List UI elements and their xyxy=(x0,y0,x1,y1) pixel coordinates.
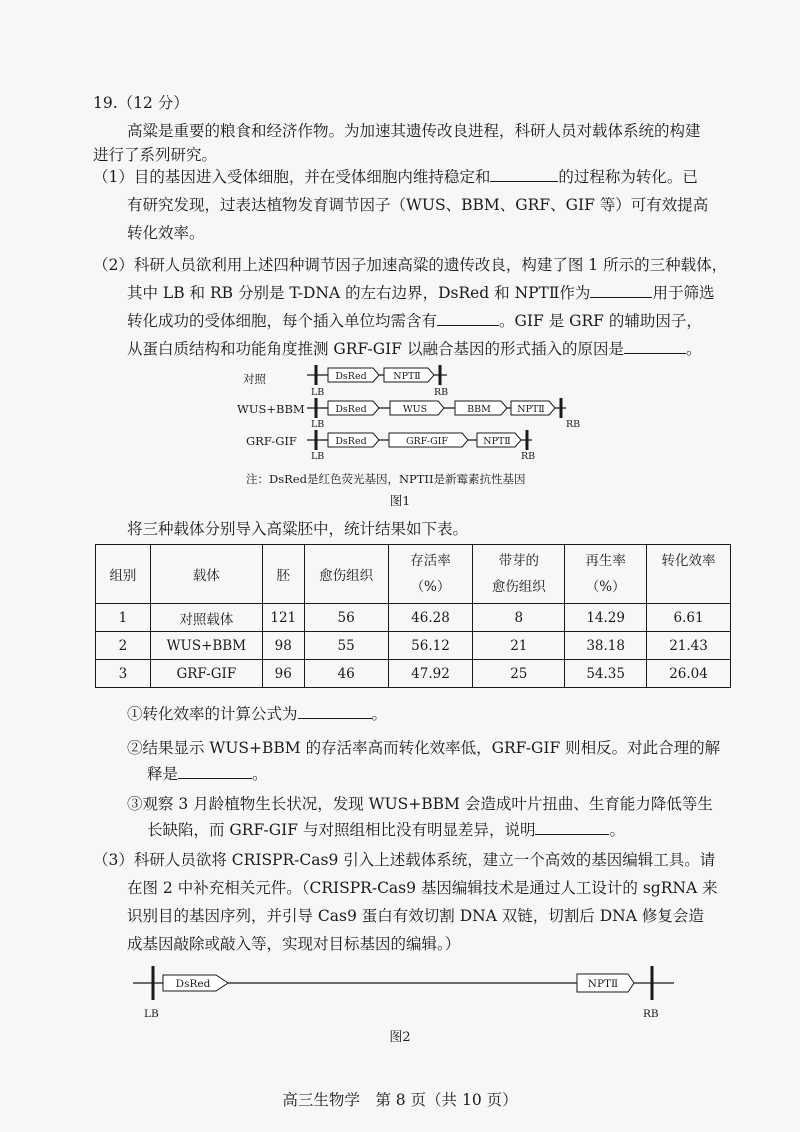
table-cell: 54.35 xyxy=(565,660,647,688)
sub1-line xyxy=(127,703,387,725)
part2-text-3a: 转化成功的受体细胞，每个插入单位均需含有 xyxy=(127,312,438,330)
table-cell: 2 xyxy=(96,632,151,660)
figure-2 xyxy=(0,955,800,1055)
sub3-text-b: 长缺陷，而 GRF-GIF 与对照组相比没有明显差异，说明 xyxy=(147,821,536,839)
table-cell: 14.29 xyxy=(565,604,647,632)
table-header-row xyxy=(96,545,731,604)
sub2-text-c: 。 xyxy=(252,765,268,783)
table-cell: 3 xyxy=(96,660,151,688)
fig1-row3-npt-label: NPTⅡ xyxy=(483,436,511,447)
part1-text-a: （1）目的基因进入受体细胞，并在受体细胞内维持稳定和 xyxy=(93,168,491,186)
answer-blank-6[interactable] xyxy=(178,764,252,779)
part2-text-4a: 从蛋白质结构和功能角度推测 GRF-GIF 以融合基因的形式插入的原因是 xyxy=(127,340,624,358)
table-cell: 121 xyxy=(262,604,304,632)
part2-line-1: （2）科研人员欲利用上述四种调节因子加速高粱的遗传改良，构建了图 1 所示的三种载体， xyxy=(93,256,728,274)
fig1-row1-dsred-label: DsRed xyxy=(335,371,367,382)
part3-line-4: 成基因敲除或敲入等，实现对目标基因的编辑。） xyxy=(127,935,461,953)
header-transformation-rate: 转化效率 xyxy=(661,553,716,569)
table-header-cell xyxy=(150,545,262,604)
part1-line-2: 有研究发现，过表达植物发育调节因子（WUS、BBM、GRF、GIF 等）可有效提高 xyxy=(127,196,709,214)
table-cell: 1 xyxy=(96,604,151,632)
header-group: 组别 xyxy=(109,568,137,584)
table-cell: 26.04 xyxy=(647,660,731,688)
fig1-row2-npt-label: NPTⅡ xyxy=(517,404,545,415)
sub3-text-c: 。 xyxy=(609,821,625,839)
header-survival-rate: 存活率 xyxy=(410,553,451,569)
intro-line-1: 高粱是重要的粮食和经济作物。为加速其遗传改良进程，科研人员对载体系统的构建 xyxy=(127,122,701,140)
table-cell: 46 xyxy=(304,660,388,688)
part2-text-4b: 。 xyxy=(685,340,702,358)
table-header-cell xyxy=(262,545,304,604)
table-cell: 38.18 xyxy=(565,632,647,660)
table-cell: 55 xyxy=(304,632,388,660)
part3-line-3: 识别目的基因序列，并引导 Cas9 蛋白有效切割 DNA 双链，切割后 DNA 修复会造 xyxy=(127,907,704,925)
part3-line-1: （3）科研人员欲将 CRISPR-Cas9 引入上述载体系统，建立一个高效的基因编辑工具。请 xyxy=(93,851,716,869)
fig1-row3-lb: LB xyxy=(311,451,325,462)
table-cell: 46.28 xyxy=(388,604,473,632)
fig2-rb-label: RB xyxy=(643,1008,659,1020)
sub2-text-b: 释是 xyxy=(147,765,179,783)
part2-text-2b: 用于筛选 xyxy=(652,284,715,302)
sub3-line-1: ③观察 3 月龄植物生长状况，发现 WUS+BBM 会造成叶片扭曲、生育能力降低等生 xyxy=(127,795,713,813)
table-cell: 21.43 xyxy=(647,632,731,660)
part1-text-b: 的过程称为转化。已 xyxy=(558,168,698,186)
fig1-row1-label: 对照 xyxy=(243,372,266,386)
fig2-dsred-label: DsRed xyxy=(175,978,211,990)
answer-blank-5[interactable] xyxy=(298,704,372,719)
results-table xyxy=(95,544,731,688)
part3-line-2: 在图 2 中补充相关元件。（CRISPR-Cas9 基因编辑技术是通过人工设计的 sgRNA 来 xyxy=(127,879,718,897)
header-regeneration-rate: 再生率 xyxy=(585,553,626,569)
table-cell: 6.61 xyxy=(647,604,731,632)
fig1-row3-grfgif-label: GRF-GIF xyxy=(405,436,449,447)
fig1-row1-npt-label: NPTⅡ xyxy=(393,371,421,382)
question-number: 19.（12 分） xyxy=(93,94,189,112)
part2-text-2a: 其中 LB 和 RB 分别是 T-DNA 的左右边界，DsRed 和 NPTⅡ作为 xyxy=(127,284,591,302)
table-intro: 将三种载体分别导入高粱胚中，统计结果如下表。 xyxy=(127,520,469,538)
fig1-row1-rb: RB xyxy=(434,387,449,398)
table-cell: 98 xyxy=(262,632,304,660)
table-row xyxy=(96,604,731,632)
fig1-row3-dsred-label: DsRed xyxy=(335,436,367,447)
fig1-row2-bbm-label: BBM xyxy=(467,404,491,415)
table-cell: 8 xyxy=(473,604,565,632)
header-budded-callus: 愈伤组织 xyxy=(491,579,546,595)
fig1-row2-rb: RB xyxy=(566,419,581,430)
fig2-lb-label: LB xyxy=(144,1008,159,1020)
intro-line-2: 进行了系列研究。 xyxy=(93,146,218,164)
header-callus: 愈伤组织 xyxy=(319,568,374,584)
table-row xyxy=(96,632,731,660)
table-cell: 56 xyxy=(304,604,388,632)
fig2-npt-label: NPTⅡ xyxy=(587,978,619,990)
header-regeneration-unit: （%） xyxy=(585,579,626,595)
table-cell: 21 xyxy=(473,632,565,660)
table-row xyxy=(96,660,731,688)
fig1-row3-label: GRF-GIF xyxy=(246,434,297,448)
header-budded: 带芽的 xyxy=(498,553,540,569)
part1-line-3: 转化效率。 xyxy=(127,224,205,242)
table-cell: 56.12 xyxy=(388,632,473,660)
sub3-line-2 xyxy=(147,819,625,841)
table-header-cell xyxy=(96,545,151,604)
fig1-caption: 图1 xyxy=(389,493,411,508)
table-header-cell xyxy=(565,545,647,604)
header-vector: 载体 xyxy=(192,568,220,584)
part2-text-3b: 。GIF 是 GRF 的辅助因子， xyxy=(499,312,702,330)
fig1-row3-rb: RB xyxy=(521,451,536,462)
table-header-cell xyxy=(304,545,388,604)
table-cell: 47.92 xyxy=(388,660,473,688)
figure-1 xyxy=(0,0,800,520)
fig1-note: 注：DsRed是红色荧光基因，NPTII是新霉素抗性基因 xyxy=(246,472,526,486)
sub2-line-1: ②结果显示 WUS+BBM 的存活率高而转化效率低，GRF-GIF 则相反。对此合理的解 xyxy=(127,739,721,757)
sub2-line-2 xyxy=(147,763,268,785)
fig1-row2-lb: LB xyxy=(311,419,325,430)
fig1-row2-wus-label: WUS xyxy=(402,404,428,415)
table-cell: 对照载体 xyxy=(150,604,262,632)
sub1-text-b: 。 xyxy=(371,705,388,723)
table-header-cell xyxy=(473,545,565,604)
table-cell: 96 xyxy=(262,660,304,688)
fig1-row2-dsred-label: DsRed xyxy=(335,404,367,415)
page-footer: 高三生物学 第 8 页（共 10 页） xyxy=(282,1091,518,1109)
header-embryo: 胚 xyxy=(276,568,290,584)
fig1-row2-label: WUS+BBM xyxy=(237,402,305,416)
sub1-text-a: ①转化效率的计算公式为 xyxy=(127,705,298,723)
header-transformation-spacer xyxy=(647,574,730,600)
answer-blank-7[interactable] xyxy=(535,820,609,835)
table-cell: WUS+BBM xyxy=(150,632,262,660)
fig1-row1-lb: LB xyxy=(311,387,325,398)
table-header-cell xyxy=(647,545,731,604)
fig2-caption: 图2 xyxy=(389,1030,411,1045)
header-survival-unit: （%） xyxy=(410,579,451,595)
table-cell: GRF-GIF xyxy=(150,660,262,688)
table-header-cell xyxy=(388,545,473,604)
table-cell: 25 xyxy=(473,660,565,688)
